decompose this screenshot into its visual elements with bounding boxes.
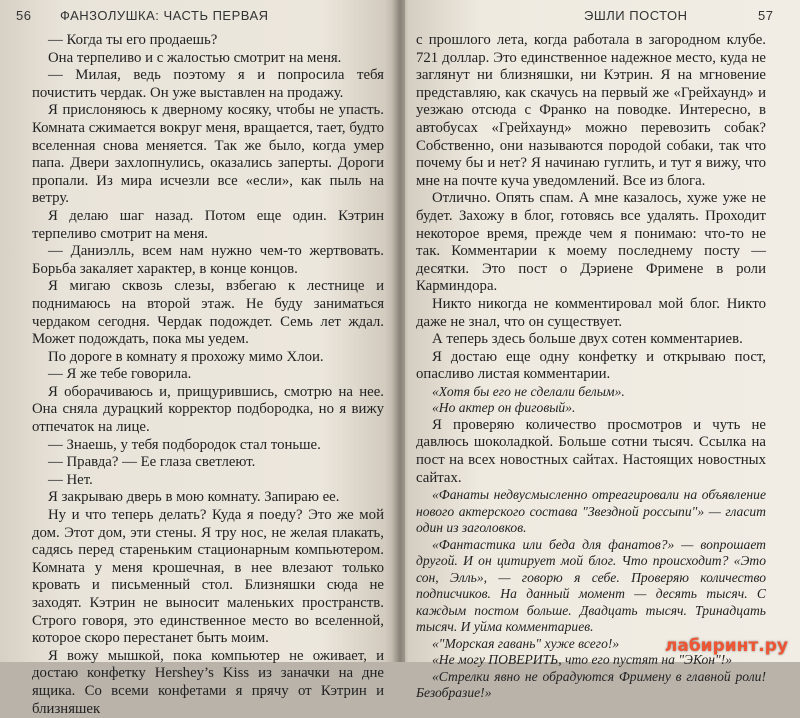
paragraph: Я оборачиваюсь и, прищурившись, смотрю на нее. Она сняла дурацкий корректор подбородка, но я вижу отпечаток на лице. (32, 383, 384, 436)
paragraph: «Хотя бы его не сделали белым». (432, 383, 625, 399)
watermark-prefix: лабиринт (664, 636, 759, 656)
paragraph: А теперь здесь больше двух сотен комментариев. (432, 331, 743, 348)
paragraph: Я проверяю количество просмотров и чуть не давлюсь шоколадкой. Больше сотни тысяч. Ссылка на пост на всех новостных сайтах. Настоящих новостных сайтах. (416, 416, 766, 486)
paragraph: Я мигаю сквозь слезы, взбегаю к лестнице и поднимаюсь на второй этаж. Не буду заниматься чердаком сегодня. Чердак подождет. Семь лет ждал. Может подождать, пока мы уедем. (32, 278, 384, 348)
paragraph: «Но актер он фиговый». (432, 400, 576, 416)
paragraph: Она терпеливо и с жалостью смотрит на меня. (48, 49, 342, 66)
paragraph: — Я же тебе говорила. (48, 366, 192, 383)
paragraph: Я достаю еще одну конфетку и открываю пост, опасливо листая комментарии. (416, 348, 766, 383)
paragraph: Я вожу мышкой, пока компьютер не оживает, и достаю конфетку Hershey’s Kiss из заначки на дне ящика. Со всеми конфетами я прячу от Кэтрин и близняшек (32, 647, 384, 717)
right-page (408, 0, 786, 701)
paragraph: «Не могу ПОВЕРИТЬ, что его пустят на "ЭКон"!» (432, 652, 733, 668)
left-running-title: ФАНЗОЛУШКА: ЧАСТЬ ПЕРВАЯ (60, 8, 269, 23)
paragraph: Я делаю шаг назад. Потом еще один. Кэтрин терпеливо смотрит на меня. (32, 207, 384, 242)
watermark-logo (665, 636, 788, 656)
paragraph: — Знаешь, у тебя подбородок стал тоньше. (48, 436, 321, 453)
paragraph: Ну и что теперь делать? Куда я поеду? Это же мой дом. Этот дом, эти стены. Я тру нос, не желая плакать, садясь перед стареньким стационарным компьютером. Комната у меня крошечная, в нее влезают только кровать и письменный стол. Близняшки сюда не заходят. Кэтрин не выносит маленьких пространств. Строго говоря, это единственное место во вселенной, которое скоро перестанет быть моим. (32, 507, 384, 647)
paragraph: Я закрываю дверь в мою комнату. Запираю ее. (48, 489, 340, 506)
paragraph: с прошлого лета, когда работала в загородном клубе. 721 доллар. Это единственное надежное место, куда не заглянут ни близняшки, ни Кэтрин. Я на мгновение представляю, как скачусь на первый же «Грейхаунд» и уезжаю отсюда с Франко на поводке. Интересно, в автобусах «Грейхаунд» можно перевозить собак? Собственно, они называются породой собаки, так что почему бы и нет? Я начинаю гуглить, и тут я вижу, что мне на почте куча уведомлений. Все из блога. (416, 32, 766, 189)
paragraph: «"Морская гавань" хуже всего!» (432, 635, 620, 651)
paragraph: «Фанаты недвусмысленно отреагировали на объявление нового актерского состава "Звездной россыпи"» — гласит один из заголовков. (416, 487, 766, 536)
left-page (10, 0, 390, 717)
left-page-body (32, 32, 384, 718)
paragraph: Отлично. Опять спам. А мне казалось, хуже уже не будет. Захожу в блог, готовясь все удалять. Проходит некоторое время, прежде чем я понимаю: что-то не так. Комментарии к моему последнему посту — десятки. Это пост о Дэриене Фримене в роли Карминдора. (416, 190, 766, 295)
paragraph: — Милая, ведь поэтому я и попросила тебя почистить чердак. Он уже выставлен на продажу. (32, 67, 384, 101)
paragraph: По дороге в комнату я прохожу мимо Хлои. (48, 348, 324, 365)
gutter-shadow (385, 0, 405, 662)
watermark-suffix: .ру (758, 636, 788, 656)
paragraph: «Фантастика или беда для фанатов?» — вопрошает другой. И он цитирует мой блог. Что происходит? «Это сон, Элль», — говорю я себе. Проверяю количество подписчиков. На данный момент — десять тысяч. С каждым постом больше. Двадцать тысяч. Тринадцать тысяч. И уйма комментариев. (416, 536, 766, 635)
paragraph: — Даниэлль, всем нам нужно чем-то жертвовать. Борьба закаляет характер, в конце концов. (32, 243, 384, 277)
left-page-number: 56 (16, 8, 32, 23)
right-page-body (416, 32, 766, 702)
paragraph: — Правда? — Ее глаза светлеют. (48, 454, 256, 471)
paragraph: Никто никогда не комментировал мой блог. Никто даже не знал, что он существует. (416, 295, 766, 330)
paragraph: — Когда ты его продаешь? (48, 32, 218, 48)
paragraph: Я прислоняюсь к дверному косяку, чтобы не упасть. Комната сжимается вокруг меня, вращается, тает, будто вселенная снова меняется. Так же было, когда умер папа. Двери захлопнулись, оказались заперты. Дороги пропали. Из мира исчезли все «если», как пыль на ветру. (32, 102, 384, 207)
paragraph: «Стрелки явно не обрадуются Фримену в главной роли! Безобразие!» (416, 668, 766, 701)
right-running-title: ЭШЛИ ПОСТОН (584, 8, 688, 23)
right-page-number: 57 (758, 8, 774, 23)
paragraph: — Нет. (48, 471, 93, 488)
